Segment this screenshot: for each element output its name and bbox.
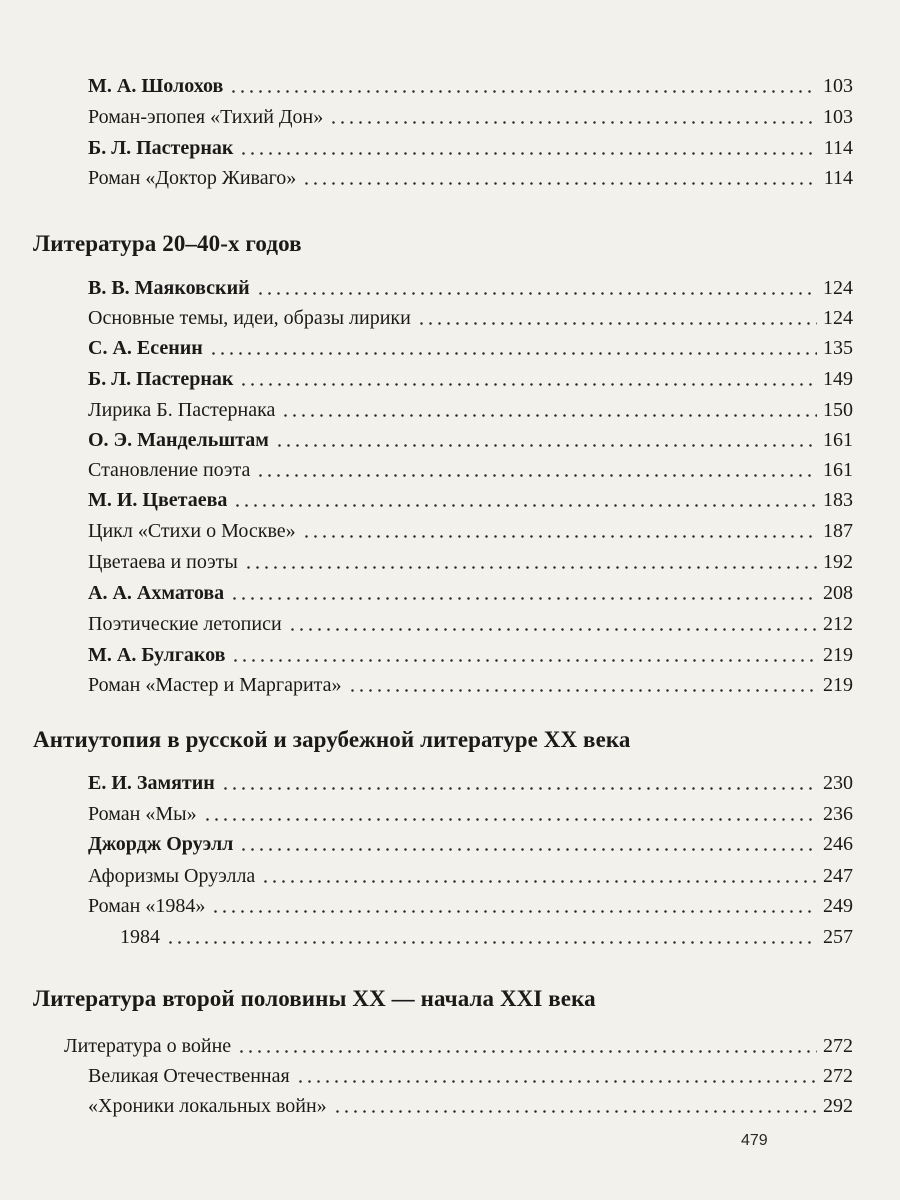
entry-page-number: 219	[823, 674, 853, 696]
toc-entry-author[interactable]	[88, 826, 853, 856]
entry-page-number: 230	[823, 772, 853, 794]
toc-entry[interactable]	[88, 1088, 853, 1118]
toc-entry-author[interactable]	[88, 765, 853, 795]
toc-entry[interactable]	[88, 452, 853, 482]
toc-entry-author[interactable]	[88, 361, 853, 391]
entry-page-number: 249	[823, 895, 853, 917]
entry-page-number: 219	[823, 644, 853, 666]
entry-title: Поэтические летописи	[88, 613, 282, 635]
toc-entry[interactable]	[88, 99, 853, 129]
section-heading: Литература второй половины XX — начала XXI века	[33, 986, 596, 1011]
dot-leader	[275, 428, 817, 448]
entry-title: Цикл «Стихи о Москве»	[88, 520, 296, 542]
entry-page-number: 114	[823, 167, 853, 189]
entry-title: В. В. Маяковский	[88, 277, 250, 299]
dot-leader	[244, 550, 817, 570]
entry-page-number: 183	[823, 489, 853, 511]
toc-entry-author[interactable]	[88, 637, 853, 667]
section-heading: Антиутопия в русской и зарубежной литературе XX века	[33, 727, 631, 752]
toc-entry-author[interactable]	[88, 130, 853, 160]
dot-leader	[203, 802, 817, 822]
entry-title: Становление поэта	[88, 459, 251, 481]
toc-entry[interactable]	[88, 544, 853, 574]
dot-leader	[302, 166, 817, 186]
entry-page-number: 208	[823, 582, 853, 604]
entry-page-number: 187	[823, 520, 853, 542]
section-heading: Литература 20–40-х годов	[33, 231, 302, 256]
entry-title: Афоризмы Оруэлла	[88, 865, 256, 887]
entry-page-number: 124	[823, 277, 853, 299]
entry-title: Лирика Б. Пастернака	[88, 399, 276, 421]
toc-entry-author[interactable]	[88, 422, 853, 452]
toc-entry[interactable]	[88, 160, 853, 190]
entry-title: Роман «Мы»	[88, 803, 197, 825]
entry-title: О. Э. Мандельштам	[88, 429, 269, 451]
entry-title: Великая Отечественная	[88, 1065, 290, 1087]
entry-title: Роман «Доктор Живаго»	[88, 167, 297, 189]
toc-entry[interactable]	[88, 796, 853, 826]
dot-leader	[333, 1094, 817, 1114]
dot-leader	[230, 581, 817, 601]
dot-leader	[261, 864, 817, 884]
entry-title: Роман «Мастер и Маргарита»	[88, 674, 342, 696]
entry-title: М. А. Шолохов	[88, 75, 224, 97]
entry-title: М. А. Булгаков	[88, 644, 226, 666]
entry-title: Основные темы, идеи, образы лирики	[88, 307, 411, 329]
entry-page-number: 272	[823, 1065, 853, 1087]
entry-page-number: 192	[823, 551, 853, 573]
dot-leader	[288, 612, 817, 632]
entry-page-number: 161	[823, 459, 853, 481]
entry-title: Цветаева и поэты	[88, 551, 238, 573]
toc-entry-author[interactable]	[88, 330, 853, 360]
toc-entry[interactable]	[88, 667, 853, 697]
dot-leader	[239, 136, 817, 156]
entry-page-number: 149	[823, 368, 853, 390]
entry-page-number: 212	[823, 613, 853, 635]
entry-page-number: 246	[823, 833, 853, 855]
entry-title: А. А. Ахматова	[88, 582, 225, 604]
dot-leader	[348, 673, 817, 693]
entry-title: «Хроники локальных войн»	[88, 1095, 327, 1117]
entry-page-number: 103	[823, 75, 853, 97]
entry-page-number: 114	[823, 137, 853, 159]
dot-leader	[281, 398, 817, 418]
toc-entry-author[interactable]	[88, 270, 853, 300]
toc-entry[interactable]	[88, 888, 853, 918]
entry-page-number: 236	[823, 803, 853, 825]
toc-entry[interactable]	[88, 392, 853, 422]
entry-page-number: 257	[823, 926, 853, 948]
dot-leader	[233, 488, 817, 508]
dot-leader	[256, 276, 817, 296]
entry-title: Литература о войне	[64, 1035, 232, 1057]
toc-entry[interactable]	[88, 1058, 853, 1088]
entry-title: Роман «1984»	[88, 895, 206, 917]
toc-entry[interactable]	[88, 513, 853, 543]
entry-page-number: 292	[823, 1095, 853, 1117]
entry-page-number: 161	[823, 429, 853, 451]
dot-leader	[237, 1034, 817, 1054]
dot-leader	[239, 832, 817, 852]
toc-entry-author[interactable]	[88, 575, 853, 605]
toc-entry-author[interactable]	[88, 482, 853, 512]
entry-page-number: 135	[823, 337, 853, 359]
entry-title: Е. И. Замятин	[88, 772, 215, 794]
dot-leader	[329, 105, 817, 125]
entry-title: 1984	[120, 926, 160, 948]
toc-entry[interactable]	[120, 919, 853, 949]
dot-leader	[221, 771, 817, 791]
toc-entry-author[interactable]	[88, 68, 853, 98]
page-number-footer: 479	[741, 1132, 768, 1149]
entry-page-number: 272	[823, 1035, 853, 1057]
toc-entry[interactable]	[88, 858, 853, 888]
dot-leader	[229, 74, 817, 94]
entry-title: Роман-эпопея «Тихий Дон»	[88, 106, 324, 128]
dot-leader	[302, 519, 817, 539]
entry-title: М. И. Цветаева	[88, 489, 228, 511]
entry-title: Джордж Оруэлл	[88, 833, 234, 855]
entry-title: Б. Л. Пастернак	[88, 137, 234, 159]
dot-leader	[211, 894, 817, 914]
entry-page-number: 103	[823, 106, 853, 128]
dot-leader	[209, 336, 817, 356]
dot-leader	[296, 1064, 817, 1084]
entry-page-number: 247	[823, 865, 853, 887]
dot-leader	[231, 643, 817, 663]
dot-leader	[166, 925, 817, 945]
dot-leader	[239, 367, 817, 387]
entry-page-number: 124	[823, 307, 853, 329]
entry-title: Б. Л. Пастернак	[88, 368, 234, 390]
toc-entry[interactable]	[64, 1028, 853, 1058]
dot-leader	[417, 306, 817, 326]
toc-entry[interactable]	[88, 606, 853, 636]
entry-page-number: 150	[823, 399, 853, 421]
dot-leader	[256, 458, 817, 478]
toc-entry[interactable]	[88, 300, 853, 330]
entry-title: С. А. Есенин	[88, 337, 203, 359]
